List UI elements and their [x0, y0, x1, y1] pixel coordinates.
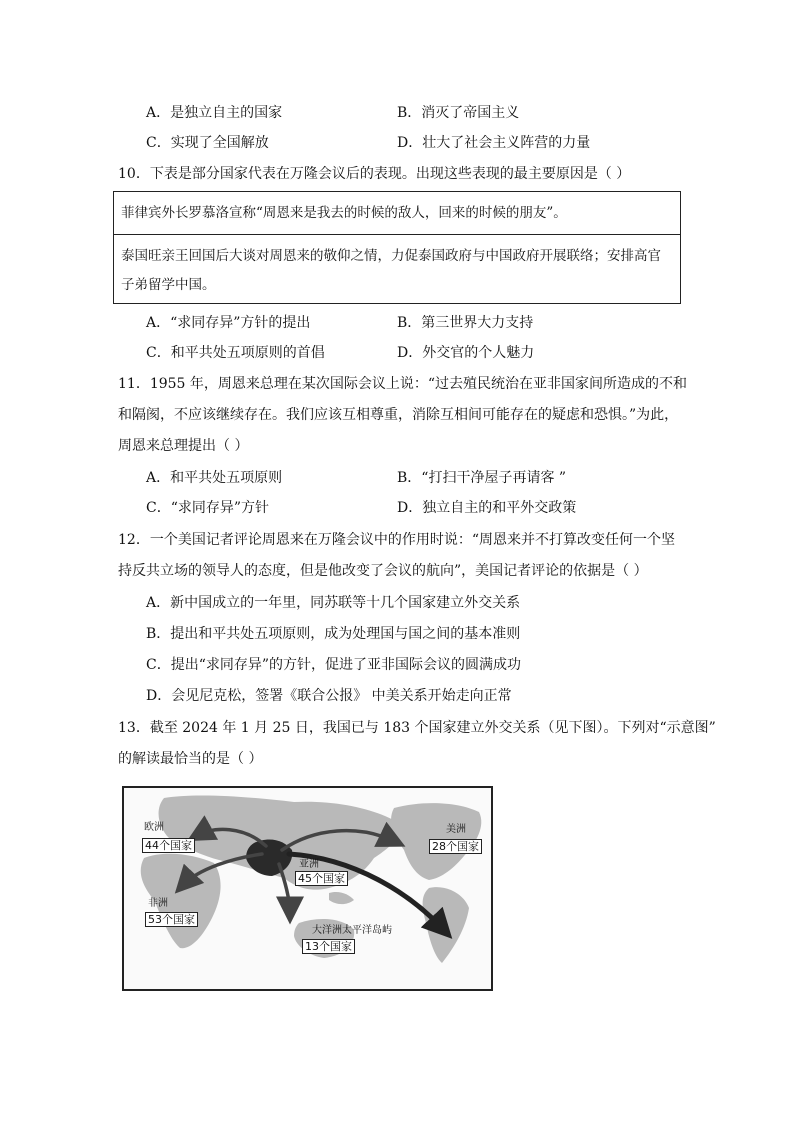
q10-table-cell-2b: 子弟留学中国。 [121, 277, 216, 293]
q9-option-a: A．是独立自主的国家 [146, 105, 283, 121]
diplomatic-relations-map [122, 786, 493, 991]
q12-option-b: B．提出和平共处五项原则，成为处理国与国之间的基本准则 [146, 626, 521, 642]
q13-stem-line-1: 13．截至 2024 年 1 月 25 日，我国已与 183 个国家建立外交关系（见下图）。下列对“示意图” [118, 720, 716, 736]
q10-table-cell-2a: 泰国旺亲王回国后大谈对周恩来的敬仰之情，力促泰国政府与中国政府开展联络；安排高官 [121, 248, 661, 264]
map-label-europe: 欧洲 [144, 822, 164, 833]
q10-stem: 10．下表是部分国家代表在万隆会议后的表现。出现这些表现的最主要原因是（ ） [118, 166, 631, 182]
q12-option-a: A．新中国成立的一年里，同苏联等十几个国家建立外交关系 [146, 595, 521, 611]
map-label-oceania: 大洋洲太平洋岛屿 [312, 925, 392, 936]
q10-option-c: C．和平共处五项原则的首倡 [146, 345, 325, 361]
q11-option-d: D．独立自主的和平外交政策 [397, 500, 577, 516]
map-count-americas: 28个国家 [429, 839, 482, 854]
q11-stem-line-2: 和隔阂，不应该继续存在。我们应该互相尊重，消除互相间可能存在的疑虑和恐惧。”为此， [118, 407, 679, 423]
q10-table-row-1 [114, 192, 680, 235]
q12-stem-line-1: 12．一个美国记者评论周恩来在万隆会议中的作用时说：“周恩来并不打算改变任何一个坚 [118, 532, 675, 548]
map-count-africa: 53个国家 [145, 912, 198, 927]
q11-option-c: C．“求同存异”方针 [146, 500, 270, 516]
q11-stem-line-1: 11．1955 年，周恩来总理在某次国际会议上说：“过去殖民统治在亚非国家间所造成的不和 [118, 376, 688, 392]
q10-table-cell-1: 菲律宾外长罗慕洛宣称“周恩来是我去的时候的敌人，回来的时候的朋友”。 [121, 205, 567, 221]
map-count-asia: 45个国家 [295, 871, 348, 886]
q10-option-a: A．“求同存异”方针的提出 [146, 315, 311, 331]
q9-option-c: C．实现了全国解放 [146, 135, 269, 151]
q10-table [113, 191, 681, 304]
map-count-europe: 44个国家 [142, 838, 195, 853]
map-label-africa: 非洲 [148, 898, 168, 909]
map-label-asia: 亚洲 [299, 859, 319, 870]
q11-option-b: B．“打扫干净屋子再请客 ” [397, 470, 567, 486]
q13-stem-line-2: 的解读最恰当的是（ ） [118, 751, 263, 767]
q11-option-a: A．和平共处五项原则 [146, 470, 283, 486]
q11-stem-line-3: 周恩来总理提出（ ） [118, 438, 249, 454]
map-label-americas: 美洲 [446, 824, 466, 835]
world-map-graphic [124, 788, 491, 989]
q12-stem-line-2: 持反共立场的领导人的态度，但是他改变了会议的航向”，美国记者评论的依据是（ ） [118, 563, 648, 579]
q12-option-d: D．会见尼克松，签署《联合公报》 中美关系开始走向正常 [146, 688, 512, 704]
map-count-oceania: 13个国家 [302, 939, 355, 954]
q12-option-c: C．提出“求同存异”的方针，促进了亚非国际会议的圆满成功 [146, 657, 522, 673]
q9-option-b: B．消灭了帝国主义 [397, 105, 520, 121]
q10-option-d: D．外交官的个人魅力 [397, 345, 535, 361]
q9-option-d: D．壮大了社会主义阵营的力量 [397, 135, 591, 151]
q10-option-b: B．第三世界大力支持 [397, 315, 534, 331]
